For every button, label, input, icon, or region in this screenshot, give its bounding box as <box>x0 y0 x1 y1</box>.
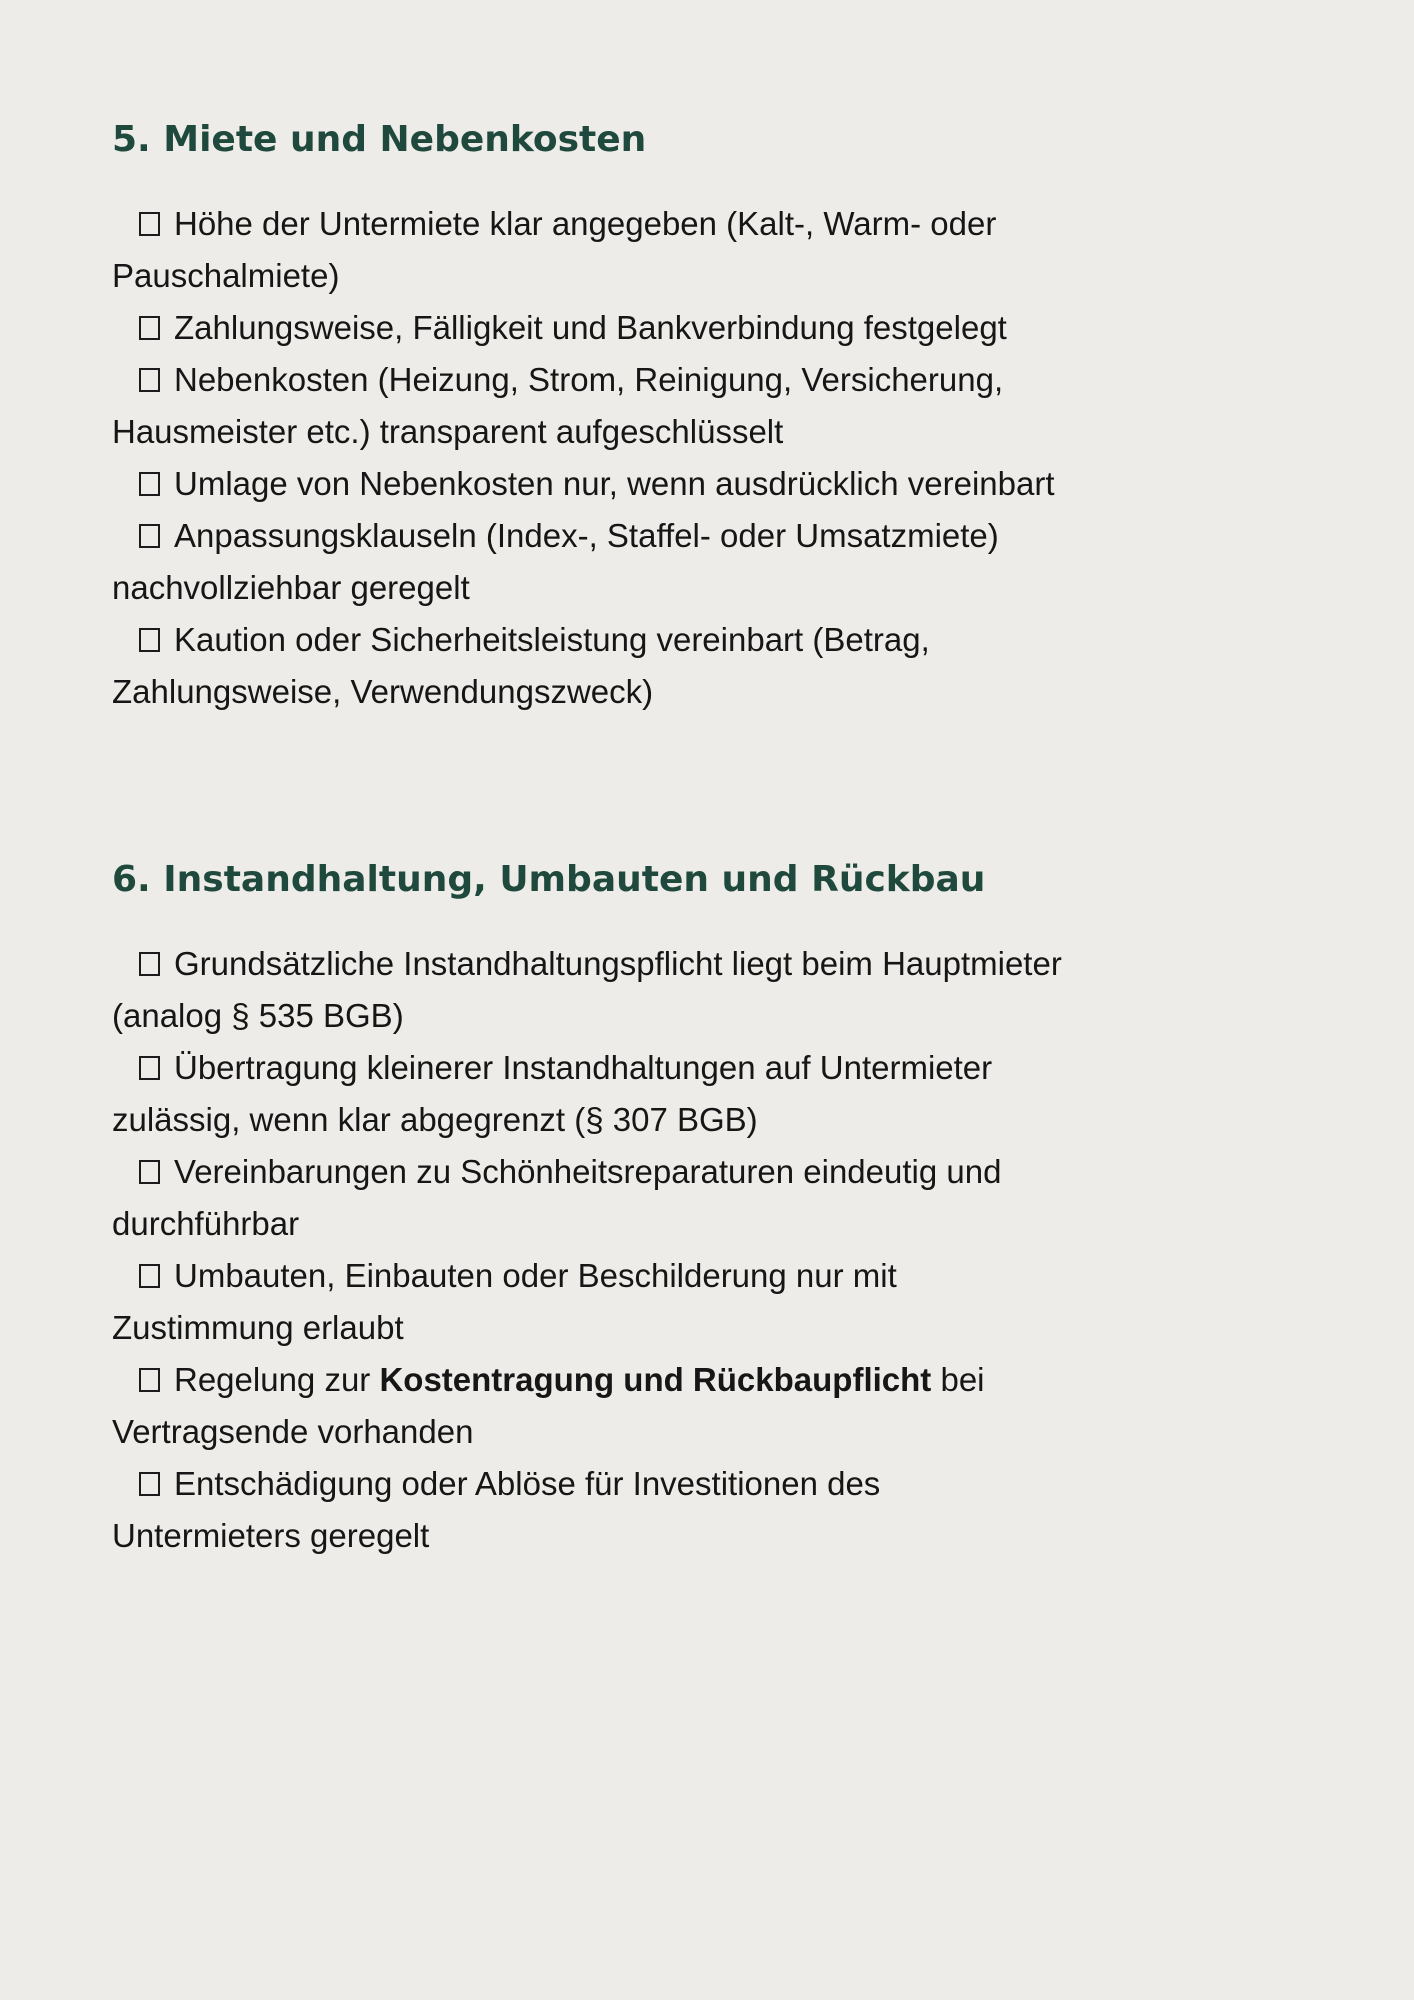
checklist-item <box>112 1458 1072 1562</box>
checkbox-icon <box>139 1368 160 1392</box>
checklist-item <box>112 302 1072 354</box>
checklist-item <box>112 1042 1072 1146</box>
checkbox-icon <box>139 1264 160 1288</box>
checklist-item-text-bold: Kostentragung und Rückbaupflicht <box>379 1361 932 1398</box>
checklist-item-text: Umlage von Nebenkosten nur, wenn ausdrücklich vereinbart <box>174 465 1055 502</box>
checkbox-icon <box>139 1472 160 1496</box>
checklist-item <box>112 1250 1072 1354</box>
checklist-item <box>112 510 1072 614</box>
checklist-item <box>112 614 1072 718</box>
checklist-item-text: Übertragung kleinerer Instandhaltungen auf Untermieter zulässig, wenn klar abgegrenzt (§ 307 BGB) <box>112 1049 993 1138</box>
checklist-item-text: Anpassungsklauseln (Index-, Staffel- oder Umsatzmiete) nachvollziehbar geregelt <box>112 517 999 606</box>
checklist-item-text-prefix: Regelung zur <box>174 1361 380 1398</box>
checklist <box>112 198 1072 718</box>
checklist-item-text: Nebenkosten (Heizung, Strom, Reinigung, Versicherung, Hausmeister etc.) transparent aufgeschlüsselt <box>112 361 1004 450</box>
checkbox-icon <box>139 368 160 392</box>
checklist <box>112 938 1072 1562</box>
checklist-item-text-suffix: bei Vertragsende vorhanden <box>112 1361 985 1450</box>
checklist-item <box>112 1354 1072 1458</box>
checklist-item <box>112 198 1072 302</box>
section-instandhaltung-umbauten-rueckbau <box>112 858 1304 1562</box>
section-heading: 5. Miete und Nebenkosten <box>112 119 647 160</box>
checklist-item <box>112 1146 1072 1250</box>
checkbox-icon <box>139 952 160 976</box>
checklist-item <box>112 938 1072 1042</box>
checklist-item <box>112 458 1072 510</box>
checkbox-icon <box>139 316 160 340</box>
checklist-item-text: Entschädigung oder Ablöse für Investitionen des Untermieters geregelt <box>112 1465 881 1554</box>
checklist-item-text: Vereinbarungen zu Schönheitsreparaturen eindeutig und durchführbar <box>112 1153 1002 1242</box>
checkbox-icon <box>139 212 160 236</box>
checklist-item-text: Umbauten, Einbauten oder Beschilderung nur mit Zustimmung erlaubt <box>112 1257 897 1346</box>
checkbox-icon <box>139 472 160 496</box>
checklist-item-text: Kaution oder Sicherheitsleistung vereinbart (Betrag, Zahlungsweise, Verwendungszweck) <box>112 621 930 710</box>
checkbox-icon <box>139 628 160 652</box>
checkbox-icon <box>139 524 160 548</box>
checklist-item-text: Zahlungsweise, Fälligkeit und Bankverbindung festgelegt <box>174 309 1007 346</box>
section-miete-und-nebenkosten <box>112 118 1304 718</box>
section-heading: 6. Instandhaltung, Umbauten und Rückbau <box>112 859 986 900</box>
checklist-item-text: Höhe der Untermiete klar angegeben (Kalt-, Warm- oder Pauschalmiete) <box>112 205 997 294</box>
checklist-item-text: Grundsätzliche Instandhaltungspflicht liegt beim Hauptmieter (analog § 535 BGB) <box>112 945 1062 1034</box>
checkbox-icon <box>139 1160 160 1184</box>
checklist-item <box>112 354 1072 458</box>
checkbox-icon <box>139 1056 160 1080</box>
